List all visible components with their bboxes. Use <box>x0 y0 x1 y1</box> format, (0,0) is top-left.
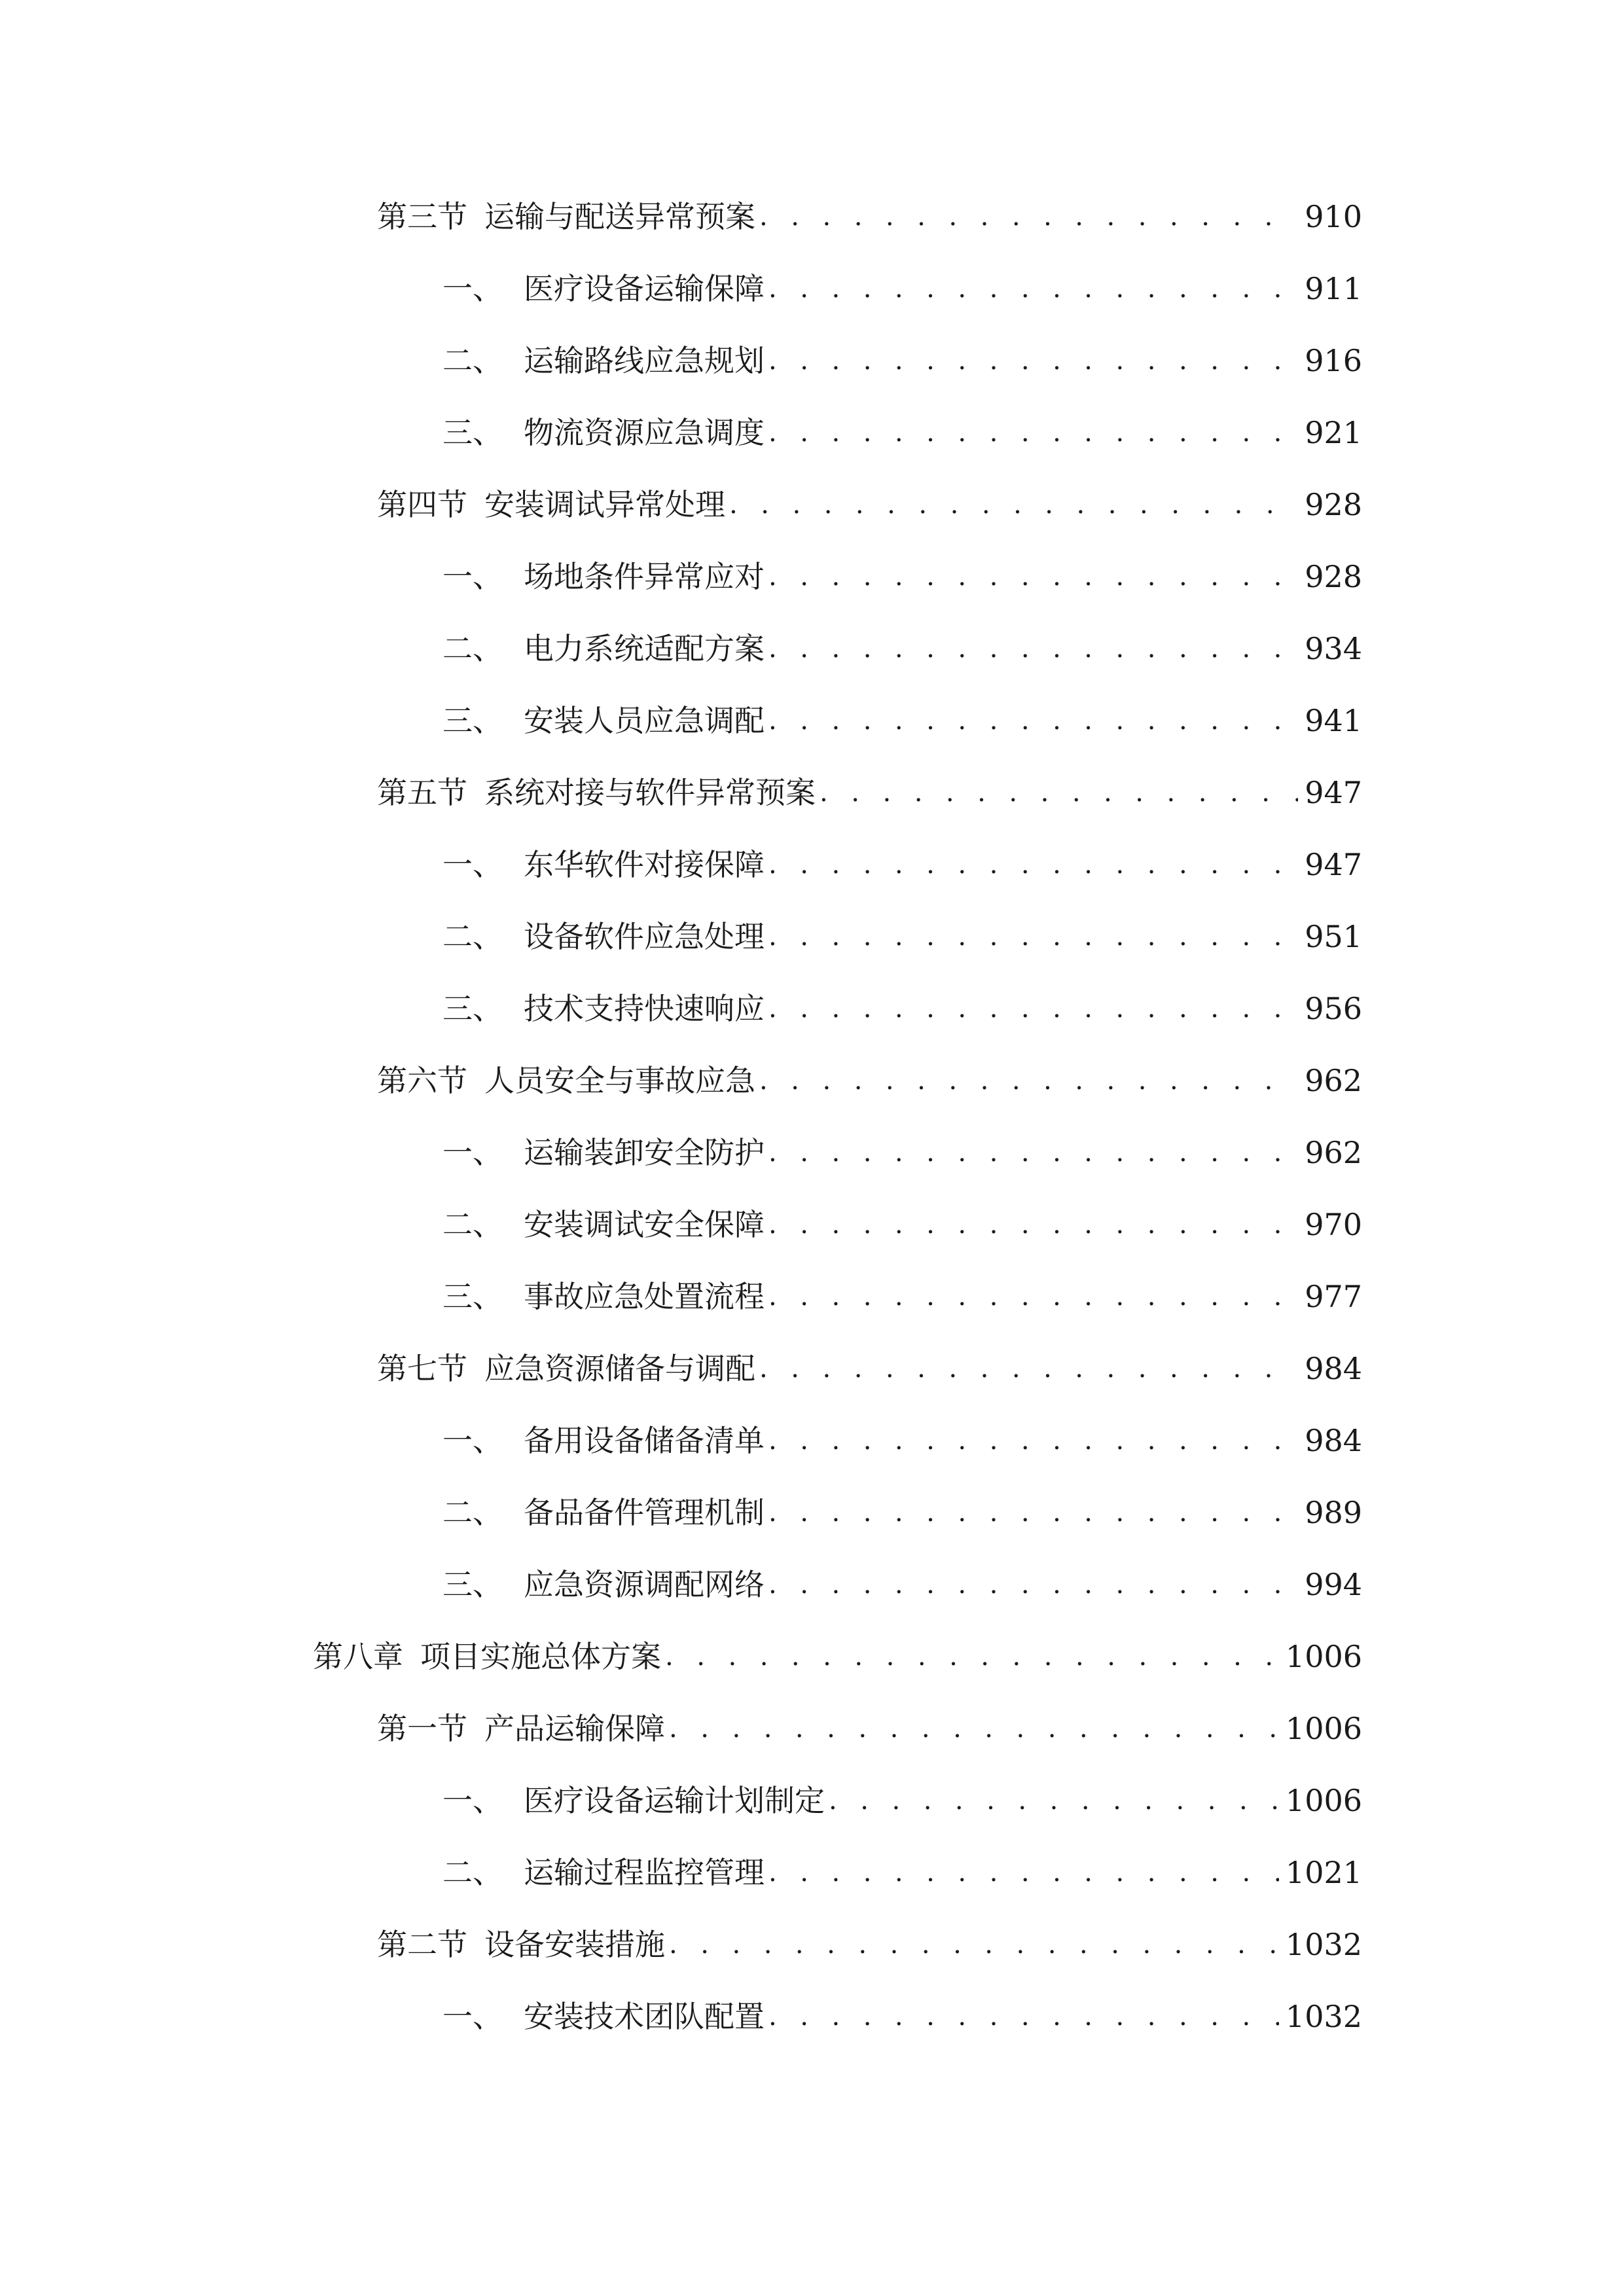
toc-entry-title: 安装调试安全保障 <box>524 1207 765 1242</box>
dot-leader <box>768 986 1298 1031</box>
dot-leader <box>669 1922 1279 1967</box>
toc-entry-title: 备品备件管理机制 <box>524 1495 765 1530</box>
toc-entry[interactable] <box>442 266 1362 312</box>
toc-entry-number: 二、 <box>442 919 503 954</box>
toc-entry-page: 928 <box>1305 559 1362 594</box>
toc-entry-page: 977 <box>1305 1279 1362 1314</box>
dot-leader <box>669 1706 1279 1751</box>
toc-entry-number: 三、 <box>442 415 503 450</box>
toc-entry-page: 951 <box>1305 919 1362 954</box>
toc-entry-title: 系统对接与软件异常预案 <box>484 775 816 810</box>
toc-entry[interactable] <box>377 1922 1362 1967</box>
dot-leader <box>759 194 1298 240</box>
toc-entry-page: 984 <box>1305 1423 1362 1458</box>
toc-entry-page: 947 <box>1305 847 1362 882</box>
toc-entry-page: 941 <box>1305 703 1362 738</box>
toc-entry[interactable] <box>377 770 1362 816</box>
toc-entry-number: 一、 <box>442 271 503 306</box>
toc-entry[interactable] <box>442 842 1362 888</box>
toc-entry-number: 二、 <box>442 1495 503 1530</box>
dot-leader <box>768 1562 1298 1607</box>
toc-entry[interactable] <box>442 410 1362 456</box>
toc-entry-title: 技术支持快速响应 <box>524 991 765 1026</box>
toc-entry-page: 984 <box>1305 1351 1362 1386</box>
toc-entry-number: 三、 <box>442 1279 503 1314</box>
toc-entry-title: 运输装卸安全防护 <box>524 1135 765 1170</box>
toc-entry[interactable] <box>442 1994 1362 2039</box>
toc-entry-number: 第三节 <box>377 199 467 234</box>
toc-entry-number: 二、 <box>442 631 503 666</box>
toc-entry-number: 二、 <box>442 1207 503 1242</box>
toc-entry-title: 物流资源应急调度 <box>524 415 765 450</box>
toc-entry-number: 第六节 <box>377 1063 467 1098</box>
toc-entry-number: 第二节 <box>377 1927 467 1962</box>
toc-entry[interactable] <box>442 1130 1362 1175</box>
toc-entry-title: 电力系统适配方案 <box>524 631 765 666</box>
toc-entry-title: 运输过程监控管理 <box>524 1855 765 1890</box>
toc-entry[interactable] <box>442 1418 1362 1463</box>
toc-entry-title: 应急资源储备与调配 <box>484 1351 755 1386</box>
dot-leader <box>729 482 1298 528</box>
toc-entry-number: 三、 <box>442 991 503 1026</box>
toc-entry-page: 911 <box>1305 271 1362 306</box>
toc-entry-title: 场地条件异常应对 <box>524 559 765 594</box>
toc-entry[interactable] <box>377 1346 1362 1391</box>
toc-entry-title: 设备安装措施 <box>484 1927 665 1962</box>
dot-leader <box>768 410 1298 456</box>
toc-entry-number: 一、 <box>442 559 503 594</box>
dot-leader <box>768 266 1298 312</box>
toc-entry-page: 962 <box>1305 1135 1362 1170</box>
toc-entry-page: 1006 <box>1285 1711 1362 1746</box>
dot-leader <box>768 1202 1298 1247</box>
toc-entry-title: 运输与配送异常预案 <box>484 199 755 234</box>
dot-leader <box>759 1058 1298 1103</box>
toc-entry-page: 962 <box>1305 1063 1362 1098</box>
toc-entry[interactable] <box>442 1778 1362 1823</box>
toc-entry[interactable] <box>377 1058 1362 1103</box>
toc-entry-title: 人员安全与事故应急 <box>484 1063 755 1098</box>
toc-entry[interactable] <box>442 914 1362 960</box>
dot-leader <box>768 698 1298 744</box>
toc-entry-page: 916 <box>1305 343 1362 378</box>
dot-leader <box>768 842 1298 888</box>
toc-entry[interactable] <box>442 698 1362 744</box>
dot-leader <box>768 1130 1298 1175</box>
toc-entry-number: 一、 <box>442 1423 503 1458</box>
toc-entry-page: 934 <box>1305 631 1362 666</box>
dot-leader <box>768 1850 1279 1895</box>
toc-entry-page: 989 <box>1305 1495 1362 1530</box>
toc-entry-title: 项目实施总体方案 <box>420 1639 661 1674</box>
toc-entry-number: 二、 <box>442 343 503 378</box>
toc-entry[interactable] <box>442 1562 1362 1607</box>
toc-entry[interactable] <box>442 986 1362 1031</box>
toc-entry-title: 东华软件对接保障 <box>524 847 765 882</box>
toc-entry-number: 第八章 <box>313 1639 403 1674</box>
toc-entry[interactable] <box>377 1706 1362 1751</box>
toc-entry-page: 956 <box>1305 991 1362 1026</box>
toc-entry[interactable] <box>313 1634 1362 1679</box>
toc-entry-title: 安装技术团队配置 <box>524 1999 765 2034</box>
toc-entry-title: 设备软件应急处理 <box>524 919 765 954</box>
dot-leader <box>768 338 1298 384</box>
toc-entry-number: 第四节 <box>377 487 467 522</box>
dot-leader <box>759 1346 1298 1391</box>
toc-entry[interactable] <box>442 338 1362 384</box>
toc-entry-page: 1021 <box>1285 1855 1362 1890</box>
toc-entry-page: 970 <box>1305 1207 1362 1242</box>
toc-entry-page: 1032 <box>1285 1927 1362 1962</box>
dot-leader <box>665 1634 1279 1679</box>
toc-entry-number: 第七节 <box>377 1351 467 1386</box>
dot-leader <box>820 770 1298 816</box>
dot-leader <box>768 1274 1298 1319</box>
toc-entry-title: 备用设备储备清单 <box>524 1423 765 1458</box>
dot-leader <box>768 1994 1279 2039</box>
dot-leader <box>768 626 1298 672</box>
toc-entry-title: 安装调试异常处理 <box>484 487 725 522</box>
dot-leader <box>768 1418 1298 1463</box>
toc-entry-page: 994 <box>1305 1567 1362 1602</box>
toc-entry[interactable] <box>442 1274 1362 1319</box>
toc-entry-page: 921 <box>1305 415 1362 450</box>
dot-leader <box>768 554 1298 600</box>
toc-entry-title: 事故应急处置流程 <box>524 1279 765 1314</box>
toc-entry[interactable] <box>442 1490 1362 1535</box>
toc-entry-page: 947 <box>1305 775 1362 810</box>
toc-entry-title: 安装人员应急调配 <box>524 703 765 738</box>
toc-entry[interactable] <box>377 482 1362 528</box>
dot-leader <box>768 914 1298 960</box>
toc-entry[interactable] <box>442 1202 1362 1247</box>
dot-leader <box>829 1778 1279 1823</box>
toc-entry-number: 一、 <box>442 847 503 882</box>
toc-entry-number: 三、 <box>442 1567 503 1602</box>
toc-entry-page: 1006 <box>1285 1639 1362 1674</box>
toc-entry-page: 1032 <box>1285 1999 1362 2034</box>
dot-leader <box>768 1490 1298 1535</box>
toc-entry-title: 产品运输保障 <box>484 1711 665 1746</box>
toc-entry-number: 一、 <box>442 1783 503 1818</box>
toc-entry-title: 医疗设备运输保障 <box>524 271 765 306</box>
toc-entry[interactable] <box>442 1850 1362 1895</box>
toc-entry[interactable] <box>377 194 1362 240</box>
toc-entry-page: 1006 <box>1285 1783 1362 1818</box>
toc-entry[interactable] <box>442 626 1362 672</box>
toc-entry-title: 医疗设备运输计划制定 <box>524 1783 825 1818</box>
toc-entry[interactable] <box>442 554 1362 600</box>
toc-entry-number: 二、 <box>442 1855 503 1890</box>
toc-entry-number: 三、 <box>442 703 503 738</box>
toc-entry-title: 运输路线应急规划 <box>524 343 765 378</box>
toc-entry-page: 910 <box>1305 199 1362 234</box>
toc-entry-number: 第一节 <box>377 1711 467 1746</box>
toc-entry-page: 928 <box>1305 487 1362 522</box>
toc-entry-title: 应急资源调配网络 <box>524 1567 765 1602</box>
toc-entry-number: 第五节 <box>377 775 467 810</box>
toc-entry-number: 一、 <box>442 1135 503 1170</box>
toc-entry-number: 一、 <box>442 1999 503 2034</box>
